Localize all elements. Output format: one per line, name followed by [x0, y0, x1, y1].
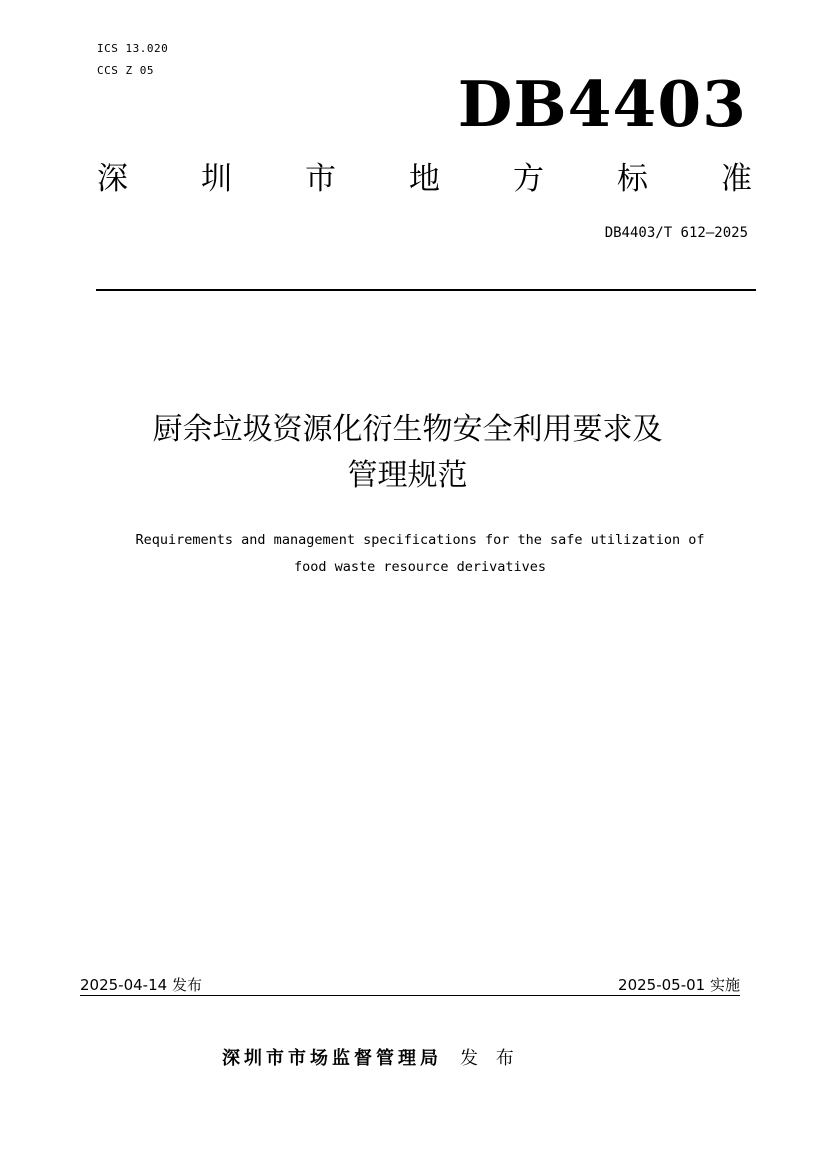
- standard-category: [97, 159, 752, 199]
- english-title: [70, 527, 770, 581]
- publish-date: 2025-04-14 发布: [80, 976, 202, 994]
- english-title-line: food waste resource derivatives: [294, 559, 546, 575]
- english-title-line: Requirements and management specifications for the safe utilization of: [135, 532, 705, 548]
- category-char: 地: [409, 161, 440, 197]
- category-char: 圳: [201, 161, 232, 197]
- issuer-name: 深圳市市场监督管理局: [222, 1048, 442, 1069]
- category-char: 市: [305, 161, 336, 197]
- footer-divider: [80, 995, 740, 996]
- category-char: 深: [97, 161, 128, 197]
- issuer-row: [222, 1046, 520, 1072]
- chinese-title-line: 管理规范: [347, 458, 468, 493]
- standard-code-logo: DB4403: [457, 67, 747, 141]
- date-row: [80, 975, 740, 997]
- category-char: 准: [721, 161, 752, 197]
- category-char: 方: [513, 161, 544, 197]
- implement-date: 2025-05-01 实施: [618, 976, 740, 994]
- chinese-title-line: 厨余垃圾资源化衍生物安全利用要求及: [152, 412, 663, 447]
- category-char: 标: [617, 161, 648, 197]
- chinese-title: [60, 407, 755, 499]
- header-divider: [96, 289, 756, 291]
- standard-number: DB4403/T 612—2025: [604, 225, 748, 241]
- issuer-action: 发 布: [460, 1048, 520, 1069]
- ccs-code: CCS Z 05: [97, 64, 154, 77]
- ics-code: ICS 13.020: [97, 42, 169, 55]
